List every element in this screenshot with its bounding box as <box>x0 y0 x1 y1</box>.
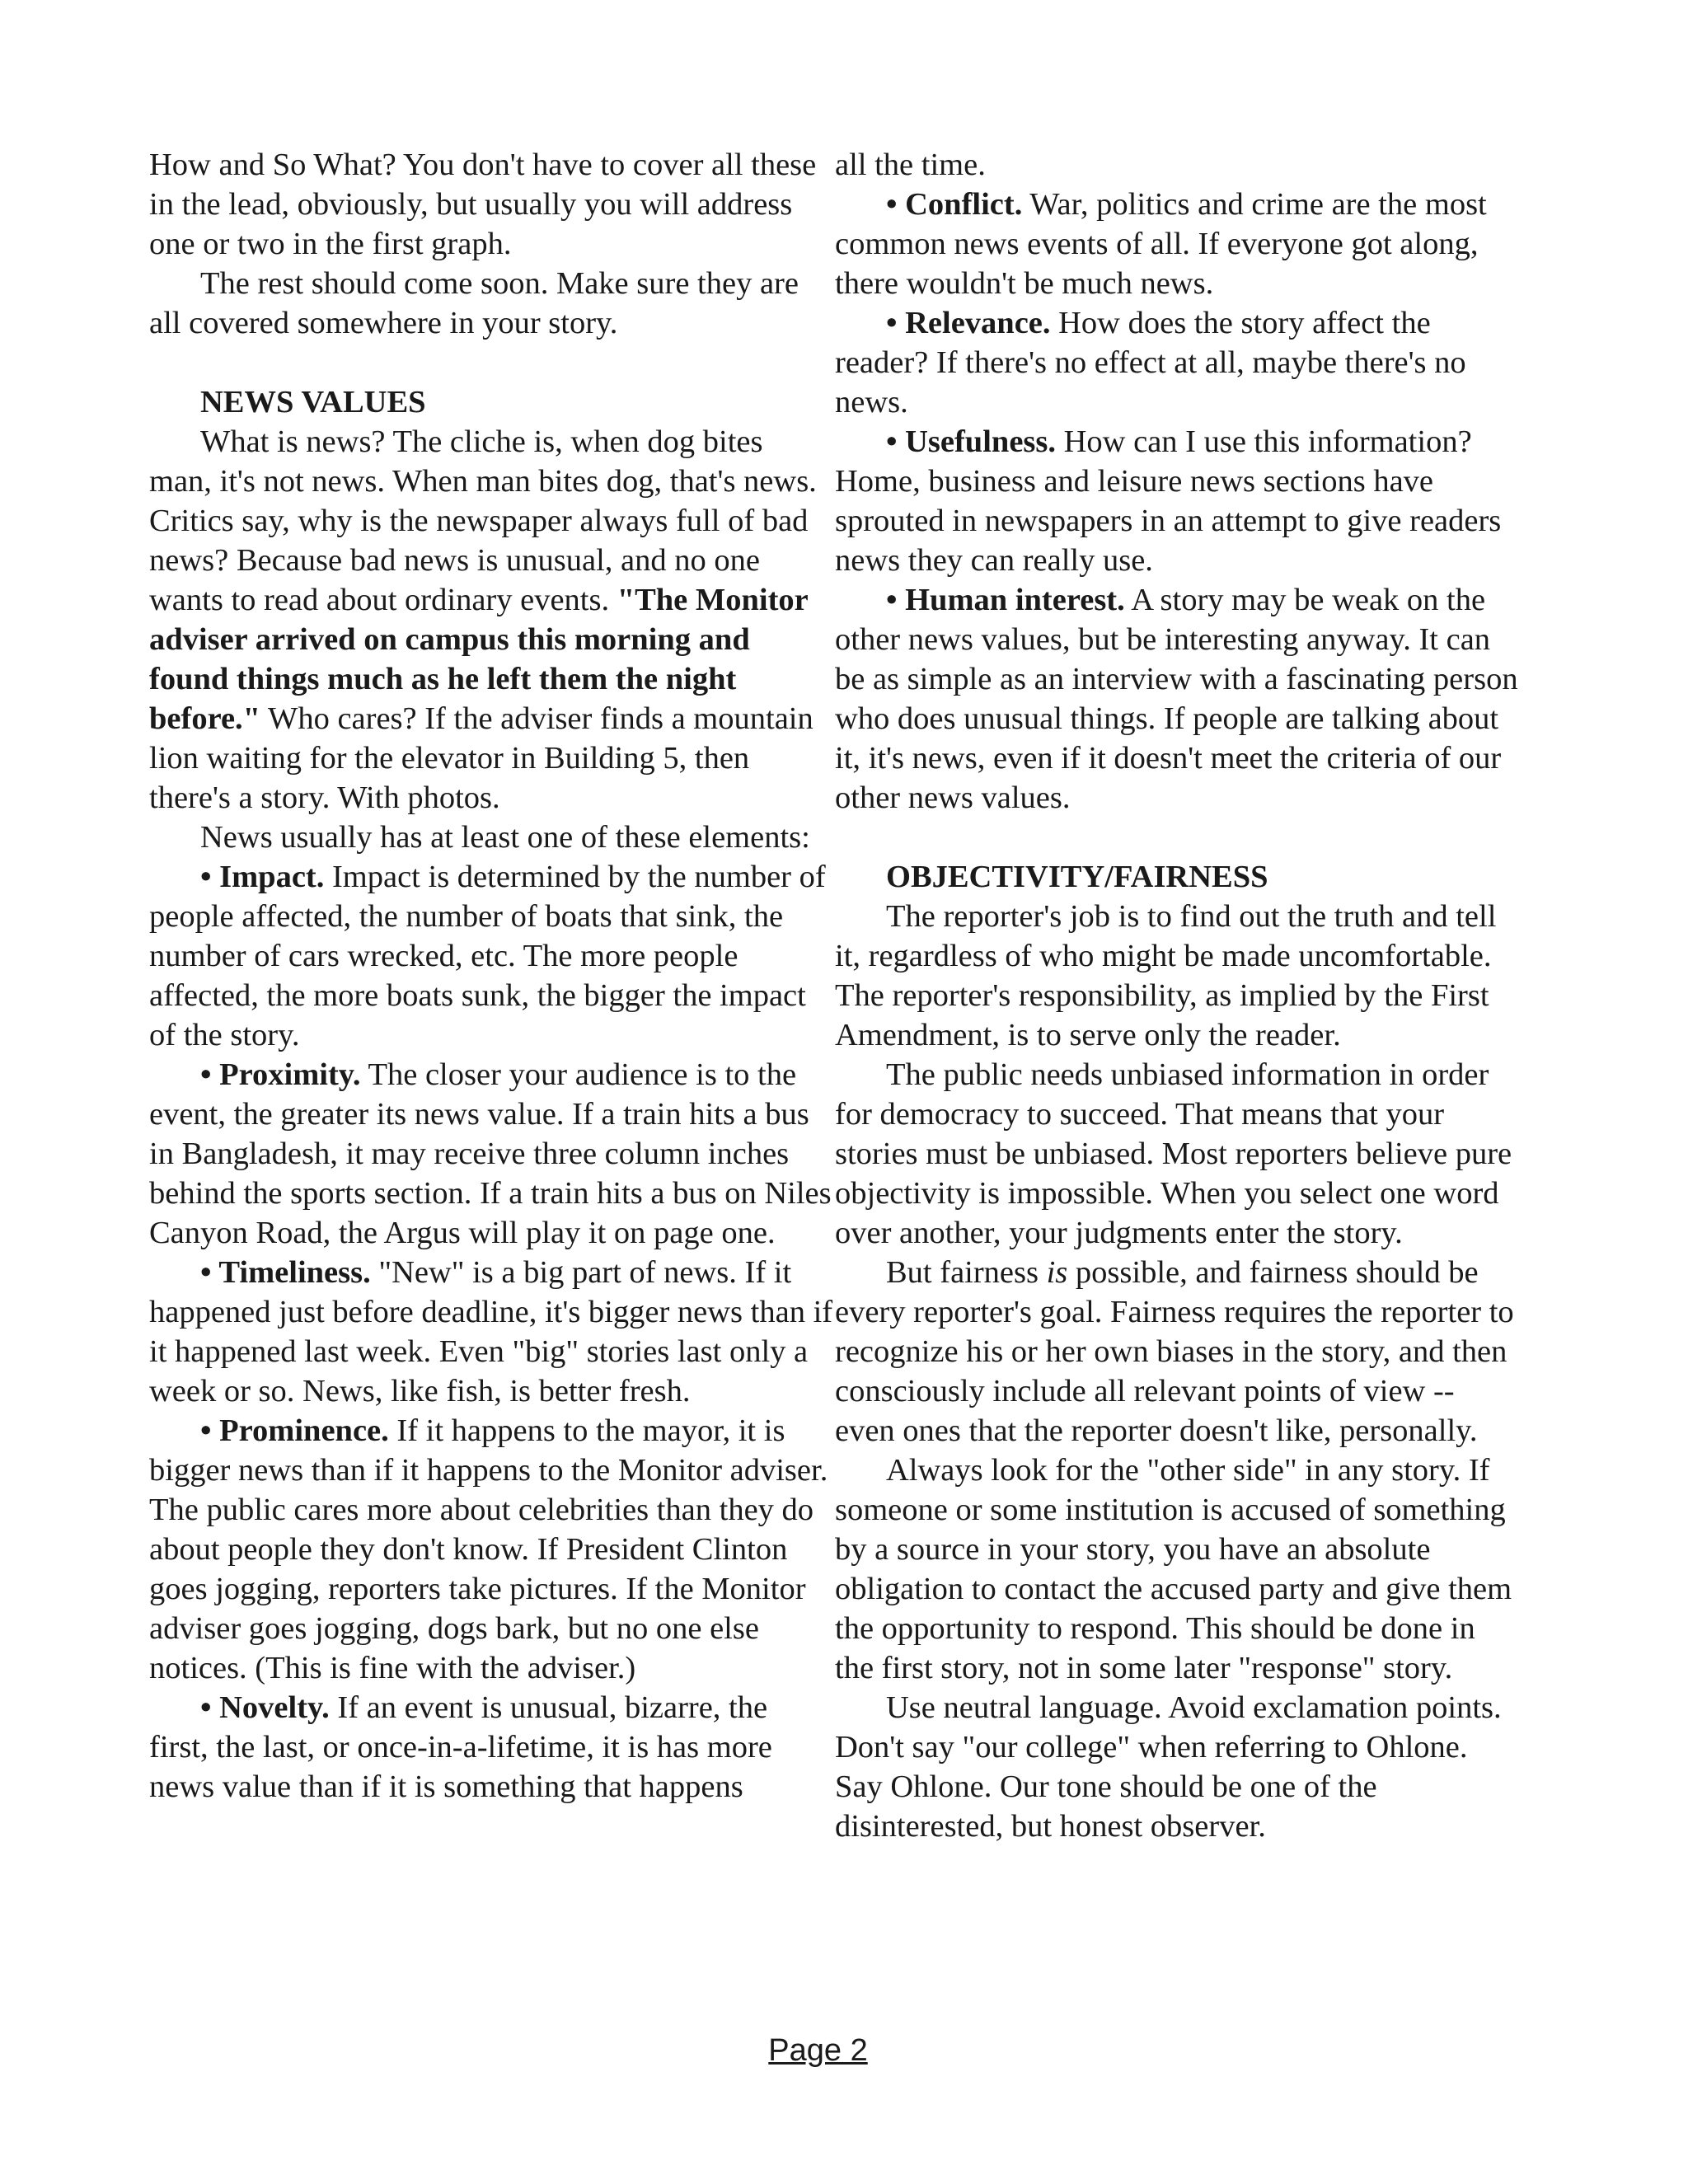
novelty-text: If an event is unusual, bizarre, the first, the last, or once-in-a-lifetime, it is has more news value than if it is something that happens <box>149 1690 772 1804</box>
impact-item <box>149 857 833 1055</box>
usefulness-item <box>835 422 1519 580</box>
monitor-adviser-quote: "The Monitor adviser arrived on campus this morning and found things much as he left them the night before." <box>149 583 809 736</box>
impact-label: • Impact. <box>200 860 325 894</box>
novelty-label: • Novelty. <box>200 1690 330 1725</box>
news-values-heading: NEWS VALUES <box>200 385 426 419</box>
timeliness-text: "New" is a big part of news. If it happened just before deadline, it's bigger news than if it happened last week. Even "big" stories last only a week or so. News, like fish, is better fresh. <box>149 1255 833 1408</box>
objectivity-paragraph-4: Always look for the "other side" in any story. If someone or some institution is accused of something by a source in your story, you have an absolute obligation to contact the accused party and give them the opportunity to respond. This should be done in the first story, not in some later "response" story. <box>835 1453 1512 1685</box>
human-interest-label: • Human interest. <box>886 583 1125 617</box>
objectivity-heading: OBJECTIVITY/FAIRNESS <box>886 860 1268 894</box>
intro-paragraph-2: The rest should come soon. Make sure they are all covered somewhere in your story. <box>149 266 799 340</box>
news-definition-text-2: Who cares? If the adviser finds a mountain lion waiting for the elevator in Building 5, then there's a story. With photos. <box>149 701 814 815</box>
right-column <box>835 145 1519 1846</box>
page-number: Page 2 <box>768 2033 868 2068</box>
news-elements-intro: News usually has at least one of these elements: <box>200 820 810 855</box>
prominence-label: • Prominence. <box>200 1413 389 1448</box>
timeliness-label: • Timeliness. <box>200 1255 371 1290</box>
timeliness-item <box>149 1253 833 1411</box>
prominence-item <box>149 1411 833 1688</box>
conflict-text: War, politics and crime are the most common news events of all. If everyone got along, there wouldn't be much news. <box>835 187 1487 301</box>
human-interest-text: A story may be weak on the other news values, but be interesting anyway. It can be as simple as an interview with a fascinating person who does unusual things. If people are talking about it, it's news, even if it doesn't meet the criteria of our other news values. <box>835 583 1518 815</box>
conflict-label: • Conflict. <box>886 187 1023 222</box>
conflict-item <box>835 185 1519 303</box>
relevance-text: How does the story affect the reader? If there's no effect at all, maybe there's no news. <box>835 306 1466 419</box>
news-definition-paragraph <box>149 422 833 818</box>
proximity-text: The closer your audience is to the event, the greater its news value. If a train hits a bus in Bangladesh, it may receive three column inches behind the sports section. If a train hits a bus on Niles Canyon Road, the Argus will play it on page one. <box>149 1057 832 1250</box>
objectivity-paragraph-3 <box>835 1253 1519 1451</box>
objectivity-paragraph-1: The reporter's job is to find out the truth and tell it, regardless of who might be made uncomfortable. The reporter's responsibility, as implied by the First Amendment, is to serve only the reader. <box>835 899 1497 1052</box>
objectivity-paragraph-5: Use neutral language. Avoid exclamation points. Don't say "our college" when referring to Ohlone. Say Ohlone. Our tone should be one of the disinterested, but honest observer. <box>835 1690 1502 1844</box>
proximity-label: • Proximity. <box>200 1057 361 1092</box>
proximity-item <box>149 1055 833 1253</box>
novelty-continued: all the time. <box>835 148 986 182</box>
objectivity-paragraph-2: The public needs unbiased information in order for democracy to succeed. That means that your stories must be unbiased. Most reporters believe pure objectivity is impossible. When you select one word over another, your judgments enter the story. <box>835 1057 1512 1250</box>
relevance-label: • Relevance. <box>886 306 1051 340</box>
human-interest-item <box>835 580 1519 818</box>
usefulness-text: How can I use this information? Home, business and leisure news sections have sprouted in newspapers in an attempt to give readers news they can really use. <box>835 424 1502 578</box>
prominence-text: If it happens to the mayor, it is bigger news than if it happens to the Monitor adviser. The public cares more about celebrities than they do about people they don't know. If President Clinton goes jogging, reporters take pictures. If the Monitor adviser goes jogging, dogs bark, but no one else notices. (This is fine with the adviser.) <box>149 1413 828 1685</box>
usefulness-label: • Usefulness. <box>886 424 1056 459</box>
news-definition-text: What is news? The cliche is, when dog bites man, it's not news. When man bites dog, that's news. Critics say, why is the newspaper always full of bad news? Because bad news is unusual, and no one wants to read about ordinary events. <box>149 424 817 617</box>
fairness-emphasis: is <box>1046 1255 1068 1290</box>
left-column <box>149 145 833 1807</box>
fairness-text: But fairness <box>886 1255 1047 1290</box>
intro-paragraph: How and So What? You don't have to cover all these in the lead, obviously, but usually you will address one or two in the first graph. <box>149 148 817 261</box>
fairness-text-2: possible, and fairness should be every reporter's goal. Fairness requires the reporter to recognize his or her own biases in the story, and then consciously include all relevant points of view -- even ones that the reporter doesn't like, personally. <box>835 1255 1514 1448</box>
impact-text: Impact is determined by the number of people affected, the number of boats that sink, the number of cars wrecked, etc. The more people affected, the more boats sunk, the bigger the impact of the story. <box>149 860 826 1052</box>
novelty-item <box>149 1688 833 1807</box>
relevance-item <box>835 303 1519 422</box>
